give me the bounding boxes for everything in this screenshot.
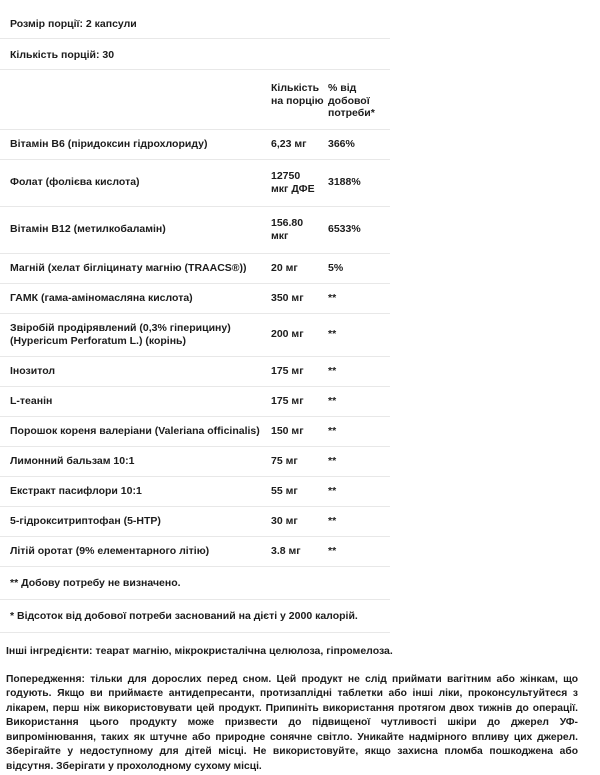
serving-info-block [0,0,390,70]
table-header [0,70,390,129]
table-body [0,129,390,566]
servings-per-container-row: Кількість порцій: 30 [0,39,390,70]
nutrient-daily-value: ** [328,476,390,506]
nutrient-amount: 6,23 мг [271,129,328,159]
table-row [0,356,390,386]
nutrient-daily-value: ** [328,283,390,313]
table-row [0,506,390,536]
nutrient-name: Фолат (фолієва кислота) [0,159,271,206]
nutrient-name: Вітамін B6 (піридоксин гідрохлориду) [0,129,271,159]
nutrient-amount: 350 мг [271,283,328,313]
nutrient-amount: 30 мг [271,506,328,536]
table-row [0,313,390,356]
nutrient-amount: 20 мг [271,253,328,283]
table-row [0,129,390,159]
supplement-facts-table [0,70,390,567]
table-row [0,446,390,476]
nutrient-name: Порошок кореня валеріани (Valeriana officinalis) [0,416,271,446]
footnotes-block [0,567,390,633]
footnote-no-daily-value: ** Добову потребу не визначено. [0,567,390,600]
nutrient-amount-unit: мкг [271,229,289,242]
table-row [0,206,390,253]
nutrient-amount: 75 мг [271,446,328,476]
nutrient-daily-value: ** [328,313,390,356]
column-header-nutrient [0,70,271,129]
nutrient-daily-value: ** [328,386,390,416]
nutrient-name: Вітамін B12 (метилкобаламін) [0,206,271,253]
nutrient-name: L-теанін [0,386,271,416]
table-row [0,253,390,283]
nutrient-daily-value: 5% [328,253,390,283]
nutrient-name: Лимонний бальзам 10:1 [0,446,271,476]
nutrient-daily-value: 6533% [328,206,390,253]
nutrient-amount [271,206,328,253]
nutrient-daily-value: ** [328,416,390,446]
nutrient-amount-unit: мкг ДФЕ [271,182,315,195]
nutrient-amount: 3.8 мг [271,536,328,566]
table-row [0,416,390,446]
nutrient-name: 5-гідрокситриптофан (5-HTP) [0,506,271,536]
nutrient-daily-value: 366% [328,129,390,159]
nutrient-name: ГАМК (гама-аміномасляна кислота) [0,283,271,313]
serving-size-row: Розмір порції: 2 капсули [0,17,390,39]
nutrient-amount-value: 12750 [271,169,301,182]
table-row [0,386,390,416]
other-ingredients-text: Інші інгредієнти: теарат магнію, мікрокристалічна целюлоза, гіпромелоза. [6,644,393,657]
nutrient-name: Екстракт пасифлори 10:1 [0,476,271,506]
nutrient-daily-value: ** [328,536,390,566]
nutrient-daily-value: 3188% [328,159,390,206]
nutrient-name: Інозитол [0,356,271,386]
footnote-percent-daily-value: * Відсоток від добової потреби заснований на дієті у 2000 калорій. [0,600,390,633]
nutrient-name: Звіробій продірявлений (0,3% гіперицину) (Hypericum Perforatum L.) (корінь) [0,313,271,356]
nutrient-daily-value: ** [328,356,390,386]
table-row [0,476,390,506]
nutrient-daily-value: ** [328,446,390,476]
warning-text: Попередження: тільки для дорослих перед сном. Цей продукт не слід приймати вагітним або жінкам, що годують. Якщо ви приймаєте антидепресанти, протизаплідні таблетки або інші ліки, проконсультуйтеся з лікарем, перш ніж використовувати цей продукт. Припиніть використання протягом двох тижнів до операції. Використання цього продукту може призвести до підвищеної чутливості шкіри до джерел УФ-випромінювання, таких як штучне або природне сонячне світло. Уникайте надмірного впливу цих джерел. Зберігайте у недоступному для дітей місці. Не використовуйте, якщо захисна пломба пошкоджена або відсутня. Зберігати у прохолодному сухому місці. [6,673,578,773]
nutrient-amount: 150 мг [271,416,328,446]
nutrient-amount: 175 мг [271,386,328,416]
nutrient-amount [271,159,328,206]
nutrient-amount: 200 мг [271,313,328,356]
nutrient-amount: 55 мг [271,476,328,506]
column-header-daily-value: % від добової потреби* [328,70,390,129]
column-header-amount-per-serving: Кількість на порцію [271,70,328,129]
nutrient-name: Літій оротат (9% елементарного літію) [0,536,271,566]
nutrient-name: Магній (хелат бігліцинату магнію (TRAACS®)) [0,253,271,283]
table-row [0,536,390,566]
table-row [0,283,390,313]
nutrient-amount: 175 мг [271,356,328,386]
table-row [0,159,390,206]
nutrient-amount-value: 156.80 [271,216,304,229]
table-header-row [0,70,390,129]
nutrient-daily-value: ** [328,506,390,536]
